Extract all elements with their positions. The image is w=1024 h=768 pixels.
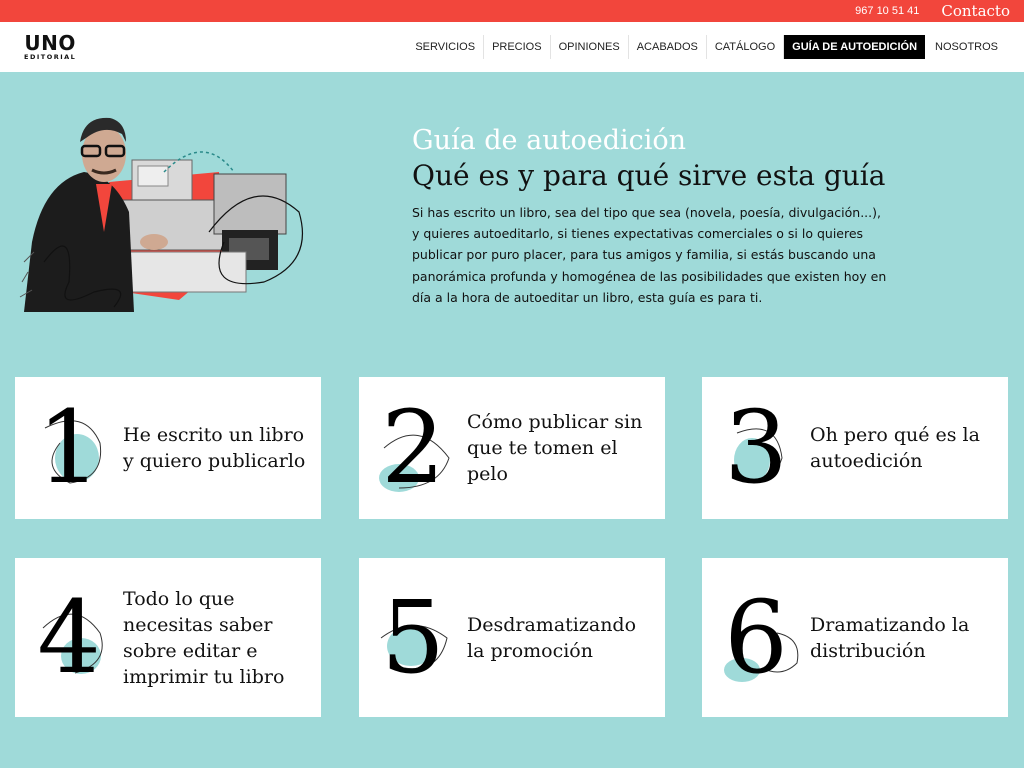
hero-description: Si has escrito un libro, sea del tipo que sea (novela, poesía, divulgación...), y quieres autoeditarlo, si tienes expectativas comerciales o si lo quieres publicar por puro placer, para tus amigos y familia, si estás buscando una panorámica profunda y homogénea de las posibilidades que existen hoy en día a la hora de autoeditar un libro, esta guía es para ti.	[412, 205, 887, 305]
hero-kicker: Guía de autoedición	[412, 125, 687, 156]
card-number-6-graphic	[702, 578, 810, 698]
nav-item-servicios[interactable]: SERVICIOS	[407, 35, 484, 59]
card-number-4: 4	[37, 578, 101, 696]
nav-item-opiniones[interactable]: OPINIONES	[551, 35, 629, 59]
card-title-1: He escrito un libro y quiero publicarlo	[123, 424, 306, 472]
card-number-4-graphic	[15, 578, 123, 698]
card-number-2: 2	[381, 389, 445, 506]
card-title-2: Cómo publicar sin que te tomen el pelo	[467, 411, 643, 485]
card-title-3: Oh pero qué es la autoedición	[810, 424, 980, 472]
card-title-5: Desdramatizando la promoción	[467, 613, 637, 662]
logo[interactable]	[24, 33, 76, 61]
card-number-5-graphic	[359, 578, 467, 698]
hero-title: Qué es y para qué sirve esta guía	[412, 159, 886, 192]
card-number-3: 3	[724, 389, 788, 506]
card-number-5: 5	[381, 578, 445, 696]
top-bar	[0, 0, 1024, 22]
nav-item-acabados[interactable]: ACABADOS	[629, 35, 707, 59]
hero-text-block	[412, 124, 902, 308]
nav-item-catalogo[interactable]: CATÁLOGO	[707, 35, 784, 59]
card-number-3-graphic	[702, 388, 810, 508]
card-number-1: 1	[37, 389, 101, 506]
contact-link[interactable]: Contacto	[941, 2, 1010, 20]
site-header	[0, 22, 1024, 72]
phone-number[interactable]: 967 10 51 41	[855, 5, 920, 17]
hero-collage-image	[14, 112, 314, 320]
guide-card-6[interactable]	[702, 558, 1008, 717]
guide-card-2[interactable]	[359, 377, 665, 519]
card-title-4: Todo lo que necesitas saber sobre editar e imprimir tu libro	[123, 587, 285, 688]
guide-card-1[interactable]	[15, 377, 321, 519]
nav-item-guia-autoedicion[interactable]: GUÍA DE AUTOEDICIÓN	[784, 35, 925, 59]
guide-card-5[interactable]	[359, 558, 665, 717]
guide-card-4[interactable]	[15, 558, 321, 717]
guide-card-3[interactable]	[702, 377, 1008, 519]
card-number-6: 6	[724, 578, 788, 696]
card-number-2-graphic	[359, 388, 467, 508]
nav-item-nosotros[interactable]: NOSOTROS	[935, 41, 998, 53]
logo-text-sub: EDITORIAL	[24, 53, 77, 62]
nav-item-precios[interactable]: PRECIOS	[484, 35, 551, 59]
card-number-1-graphic	[15, 388, 123, 508]
card-title-6: Dramatizando la distribución	[810, 613, 970, 662]
logo-text-main: UNO	[24, 31, 76, 56]
main-nav	[407, 35, 1006, 59]
